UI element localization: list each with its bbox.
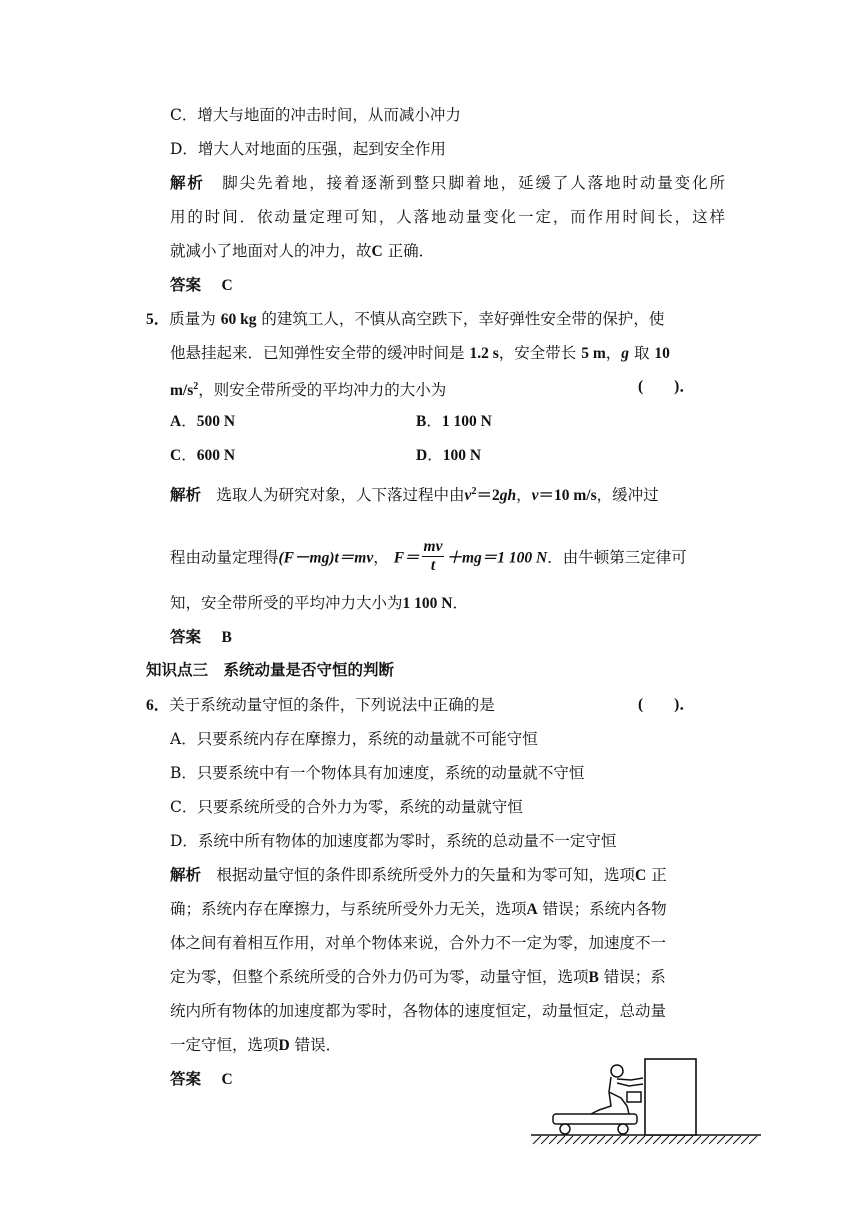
q5-analysis-line-1: 解析 选取人为研究对象，人下落过程中由$v^2=2gh$，v＝10 m/s，缓冲过 [170, 486, 659, 505]
q6-option-b: B．只要系统中有一个物体具有加速度，系统的动量就不守恒 [170, 764, 585, 782]
q5-answer-paren: ( )． [638, 378, 695, 395]
q4-analysis-line-3: 就减小了地面对人的冲力，故C 正确． [170, 242, 435, 260]
q4-option-d: D．增大人对地面的压强，起到安全作用 [170, 140, 446, 158]
q5-answer-label: 答案 [170, 629, 202, 646]
person [591, 1065, 643, 1114]
q6-answer-paren: ( )． [638, 696, 695, 713]
q5-option-c: C．600 N [170, 446, 236, 464]
q5-stem-line-3: $m/s^2$，则安全带所受的平均冲力的大小为 ( )． [170, 378, 695, 400]
q5-analysis-line-3: 知，安全带所受的平均冲力大小为1 100 N． [170, 594, 468, 612]
block [645, 1059, 696, 1135]
q5-analysis-label: 解析 [170, 487, 202, 505]
q4-answer-value: C [221, 277, 233, 294]
q4-analysis-line-2: 用的时间．依动量定理可知，人落地动量变化一定，而作用时间长，这样 [170, 208, 725, 226]
q5-stem-line-2: 他悬挂起来．已知弹性安全带的缓冲时间是 1.2 s，安全带长 5 m，g 取 10 [170, 344, 670, 362]
q4-analysis-text-1: 脚尖先着地，接着逐渐到整只脚着地，延缓了人落地时动量变化所 [222, 174, 725, 192]
q5-answer [170, 626, 232, 649]
q4-answer-label: 答案 [170, 277, 202, 294]
q6-answer-value: C [221, 1071, 233, 1088]
ground [531, 1135, 761, 1144]
q6-analysis-line-2: 确；系统内存在摩擦力，与系统所受外力无关，选项A 错误；系统内各物 [170, 900, 667, 918]
q5-answer-value: B [221, 629, 232, 646]
q6-analysis-line-3: 体之间有着相互作用，对单个物体来说，合外力不一定为零，加速度不一 [170, 934, 667, 952]
q6-number: 6． [146, 697, 170, 714]
q6-option-a: A．只要系统内存在摩擦力，系统的动量就不可能守恒 [170, 730, 538, 748]
q6-option-c: C．只要系统所受的合外力为零，系统的动量就守恒 [170, 798, 523, 816]
q5-option-d: D．100 N [416, 446, 482, 464]
q5-fraction: $\frac{mv}{t}$ [423, 538, 443, 574]
q4-option-c: C．增大与地面的冲击时间，从而减小冲力 [170, 106, 461, 124]
q6-analysis-line-1: 解析 根据动量守恒的条件即系统所受外力的矢量和为零可知，选项C 正 [170, 866, 667, 884]
q5-number: 5． [146, 311, 170, 328]
q6-analysis-line-5: 统内所有物体的加速度都为零时，各物体的速度恒定，动量恒定，总动量 [170, 1002, 667, 1020]
section-heading: 知识点三 系统动量是否守恒的判断 [146, 662, 395, 679]
q5-analysis-line-2: 程由动量定理得(F－mg)t＝mv， F＝ $\frac{mv}{t}$ ＋mg＝1 100 N．由牛顿第三定律可 [170, 538, 687, 574]
q6-analysis-line-4: 定为零，但整个系统所受的合外力仍可为零，动量守恒，选项B 错误；系 [170, 968, 666, 986]
q6-answer [170, 1068, 233, 1091]
q6-analysis-label: 解析 [170, 867, 202, 884]
q6-analysis-line-6: 一定守恒，选项D 错误． [170, 1036, 342, 1054]
cart [553, 1114, 637, 1134]
q5-stem-line-1: 5．质量为 60 kg 的建筑工人，不慎从高空跌下，幸好弹性安全带的保护，使 [146, 310, 665, 328]
q5-option-a: A．500 N [170, 412, 236, 430]
q5-option-b: B．1 100 N [416, 412, 492, 430]
q4-answer [170, 274, 233, 297]
q6-option-d: D．系统中所有物体的加速度都为零时，系统的总动量不一定守恒 [170, 832, 617, 850]
figure-person-cart-block [525, 1050, 770, 1160]
q6-stem: 6．关于系统动量守恒的条件，下列说法中正确的是 ( )． [146, 696, 695, 714]
q4-analysis-line-1 [170, 172, 725, 195]
q6-answer-label: 答案 [170, 1071, 202, 1088]
q4-analysis-label: 解析 [170, 175, 205, 192]
